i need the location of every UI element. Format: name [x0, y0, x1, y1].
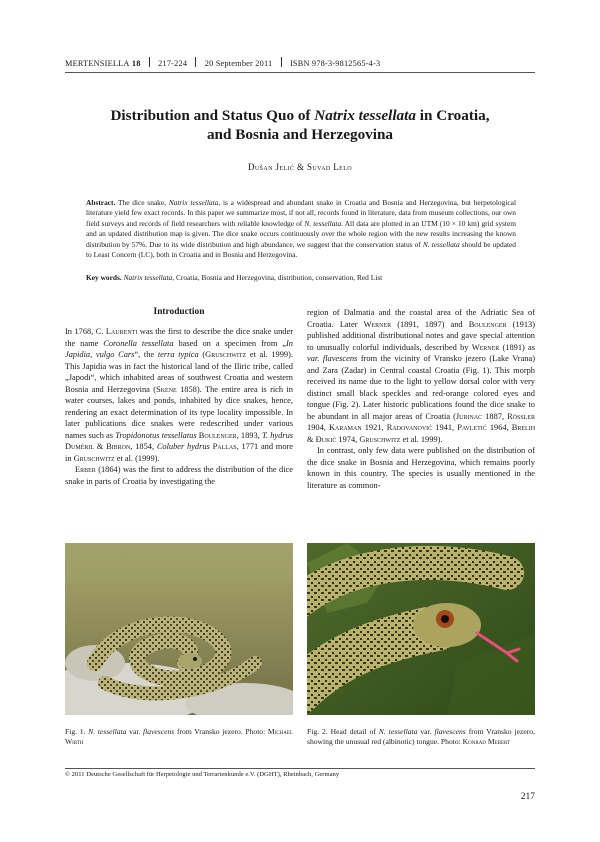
figure-2-caption: Fig. 2. Head detail of N. tessellata var. flavescens from Vransko jezero, showing the unusual red (albinotic) tongue. Photo: Konrad Mebert [307, 727, 535, 747]
journal-name: MERTENSIELLA [65, 59, 130, 68]
page-number: 217 [520, 792, 535, 802]
abstract: Abstract. The dice snake, Natrix tessellata, is a widespread and abundant snake in Croatia and Bosnia and Herzegovina, but herpetological literature yield few exact records. In this paper we summarize most, if not all, records found in literature, data from museum collections, our own field surveys and records of field researchers with reliable knowledge of N. tessellata. All data are plotted in an UTM (10 × 10 km) grid system and an updated distribution map is given. The dice snake occurs continuously over the whole region with the new results increasing the known distribution by 57%. Due to its wide distribution and high abundance, we suggest that the conservation status of N. tessellata should be updated to Least Concern (LC), both in Croatia and in Bosnia and Herzegovina. [86, 198, 517, 260]
paragraph: In 1768, C. Laurenti was the first to describe the dice snake under the name Coronella tessellata based on a specimen from „In Japidia, vulgo Cars“, the terra typica (Gruschwitz et al. 1999). This Japidia was in fact the historical land of the Iliric tribe, called „Japodi“, which inhabited areas of southwest Croatia and western Bosnia and Herzegovina (Skene 1858). The entire area is rich in water courses, lakes and ponds, inhabited by dice snakes, hence, rendering an exact determination of its type locality impossible. In later publications dice snakes were redescribed under various names such as Tropidonotus tessellatus Boulenger, 1893, T. hydrus Duméril & Bibron, 1854, Coluber hydrus Pallas, 1771 and more in Gruschwitz et al. (1999). [65, 327, 294, 463]
body-column-right [307, 307, 535, 491]
paragraph: region of Dalmatia and the coastal area of the Adriatic Sea of Croatia. Later Werner (1891, 1897) and Boulenger (1913) published additional distributional notes and gave special attention to unusually colorful individuals, described by Werner (1891) as var. flavescens from the vicinity of Vransko jezero (Lake Vrana) and Zara (Zadar) in Central coastal Croatia (Fig. 1). This morph received its name due to the light to yellow dorsal color with very distinct small black speckles and red-orange colored eyes and tongue (Fig. 2). Later historic publications found the dice snake to be abundant in all major areas of Croatia (Jurinac 1887, Rössler 1904, Karaman 1921, Radovanović 1941, Pavletić 1964, Brelih & Đukić 1974, Gruschwitz et al. 1999). [307, 308, 536, 444]
header-rule [65, 72, 535, 73]
footer-rule [65, 768, 535, 769]
keywords-label: Key words. [86, 273, 122, 282]
running-header [65, 57, 535, 68]
title-species: Natrix tessellata [314, 107, 416, 124]
article-authors: Dušan Jelić & Suvad Lelo [248, 162, 352, 172]
figure-1-caption: Fig. 1. N. tessellata var. flavescens from Vransko jezero. Photo: Michael Wirth [65, 727, 294, 747]
journal-volume: 18 [131, 59, 141, 68]
page-range: 217-224 [158, 59, 188, 68]
article-title: Distribution and Status Quo of Natrix tessellata in Croatia, and Bosnia and Herzegovina [110, 107, 490, 143]
isbn: ISBN 978-3-9812565-4-3 [289, 59, 381, 68]
header-separator [149, 57, 150, 67]
figure-1-photo [65, 543, 293, 715]
publication-date: 20 September 2011 [204, 59, 273, 68]
paragraph: In contrast, only few data were published on the distribution of the dice snake in Bosnia and Herzegovina, which remains poorly known in this country. The species is usually mentioned in the literature as common- [307, 446, 535, 490]
paragraph: Erber (1864) was the first to address the distribution of the dice snake in parts of Croatia by investigating the [65, 465, 293, 486]
body-column-left [65, 326, 293, 487]
abstract-label: Abstract. [86, 198, 116, 207]
header-separator [281, 57, 282, 67]
figure-2-photo [307, 543, 535, 715]
copyright-notice: © 2011 Deutsche Gesellschaft für Herpetologie und Terrarienkunde e.V. (DGHT), Rheinbach, Germany [65, 771, 340, 778]
keywords: Key words. Natrix tessellata, Croatia, Bosnia and Herzegovina, distribution, conservation, Red List [86, 273, 383, 282]
section-heading-introduction: Introduction [153, 307, 205, 317]
header-separator [195, 57, 196, 67]
